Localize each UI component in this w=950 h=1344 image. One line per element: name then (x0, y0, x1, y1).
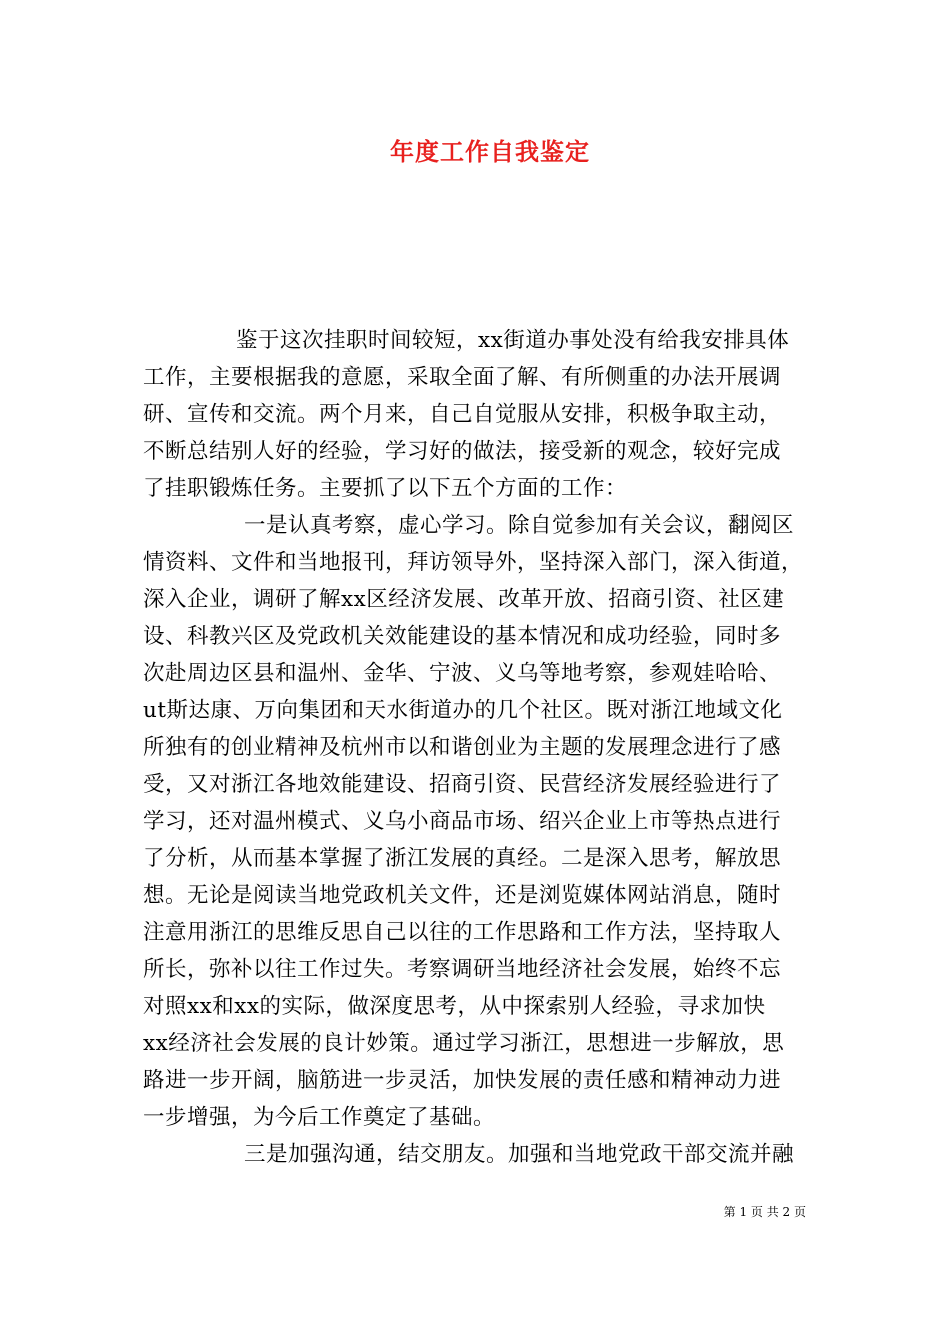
paragraph-line: 路进一步开阔，脑筋进一步灵活，加快发展的责任感和精神动力进 (143, 1068, 782, 1093)
paragraph-line: 想。无论是阅读当地党政机关文件，还是浏览媒体网站消息，随时 (143, 883, 782, 908)
paragraph-line: xx经济社会发展的良计妙策。通过学习浙江，思想进一步解放，思 (143, 1031, 785, 1056)
paragraph-line: 情资料、文件和当地报刊，拜访领导外，坚持深入部门，深入街道， (143, 550, 804, 575)
paragraph-line: 设、科教兴区及党政机关效能建设的基本情况和成功经验，同时多 (143, 624, 782, 649)
paragraph-line: 三是加强沟通，结交朋友。加强和当地党政干部交流并融 (244, 1142, 795, 1167)
paragraph-line: 一步增强，为今后工作奠定了基础。 (143, 1105, 496, 1130)
paragraph-line: 注意用浙江的思维反思自己以往的工作思路和工作方法，坚持取人 (143, 920, 782, 945)
paragraph-line: 学习，还对温州模式、义乌小商品市场、绍兴企业上市等热点进行 (143, 809, 782, 834)
page-number: 第 1 页 共 2 页 (723, 1205, 806, 1219)
paragraph-line: 所独有的创业精神及杭州市以和谐创业为主题的发展理念进行了感 (143, 735, 782, 760)
paragraph-line: 不断总结别人好的经验，学习好的做法，接受新的观念，较好完成 (143, 439, 782, 464)
paragraph-line: 了挂职锻炼任务。主要抓了以下五个方面的工作： (143, 476, 628, 501)
paragraph-line: 工作，主要根据我的意愿，采取全面了解、有所侧重的办法开展调 (143, 365, 782, 390)
paragraph-line: 深入企业，调研了解xx区经济发展、改革开放、招商引资、社区建 (143, 587, 785, 612)
paragraph-line: ut斯达康、万向集团和天水街道办的几个社区。既对浙江地域文化 (143, 698, 783, 723)
paragraph-line: 所长，弥补以往工作过失。考察调研当地经济社会发展，始终不忘 (143, 957, 782, 982)
paragraph-line: 研、宣传和交流。两个月来，自己自觉服从安排，积极争取主动， (143, 402, 782, 427)
paragraph-line: 次赴周边区县和温州、金华、宁波、义乌等地考察，参观娃哈哈、 (143, 661, 782, 686)
page-title: 年度工作自我鉴定 (390, 137, 590, 166)
paragraph-line: 对照xx和xx的实际，做深度思考，从中探索别人经验，寻求加快 (143, 994, 766, 1019)
paragraph-line: 受，又对浙江各地效能建设、招商引资、民营经济发展经验进行了 (143, 772, 782, 797)
paragraph-line: 一是认真考察，虚心学习。除自觉参加有关会议，翻阅区 (244, 513, 795, 538)
paragraph-line: 鉴于这次挂职时间较短，xx街道办事处没有给我安排具体 (236, 328, 790, 353)
paragraph-line: 了分析，从而基本掌握了浙江发展的真经。二是深入思考，解放思 (143, 846, 782, 871)
